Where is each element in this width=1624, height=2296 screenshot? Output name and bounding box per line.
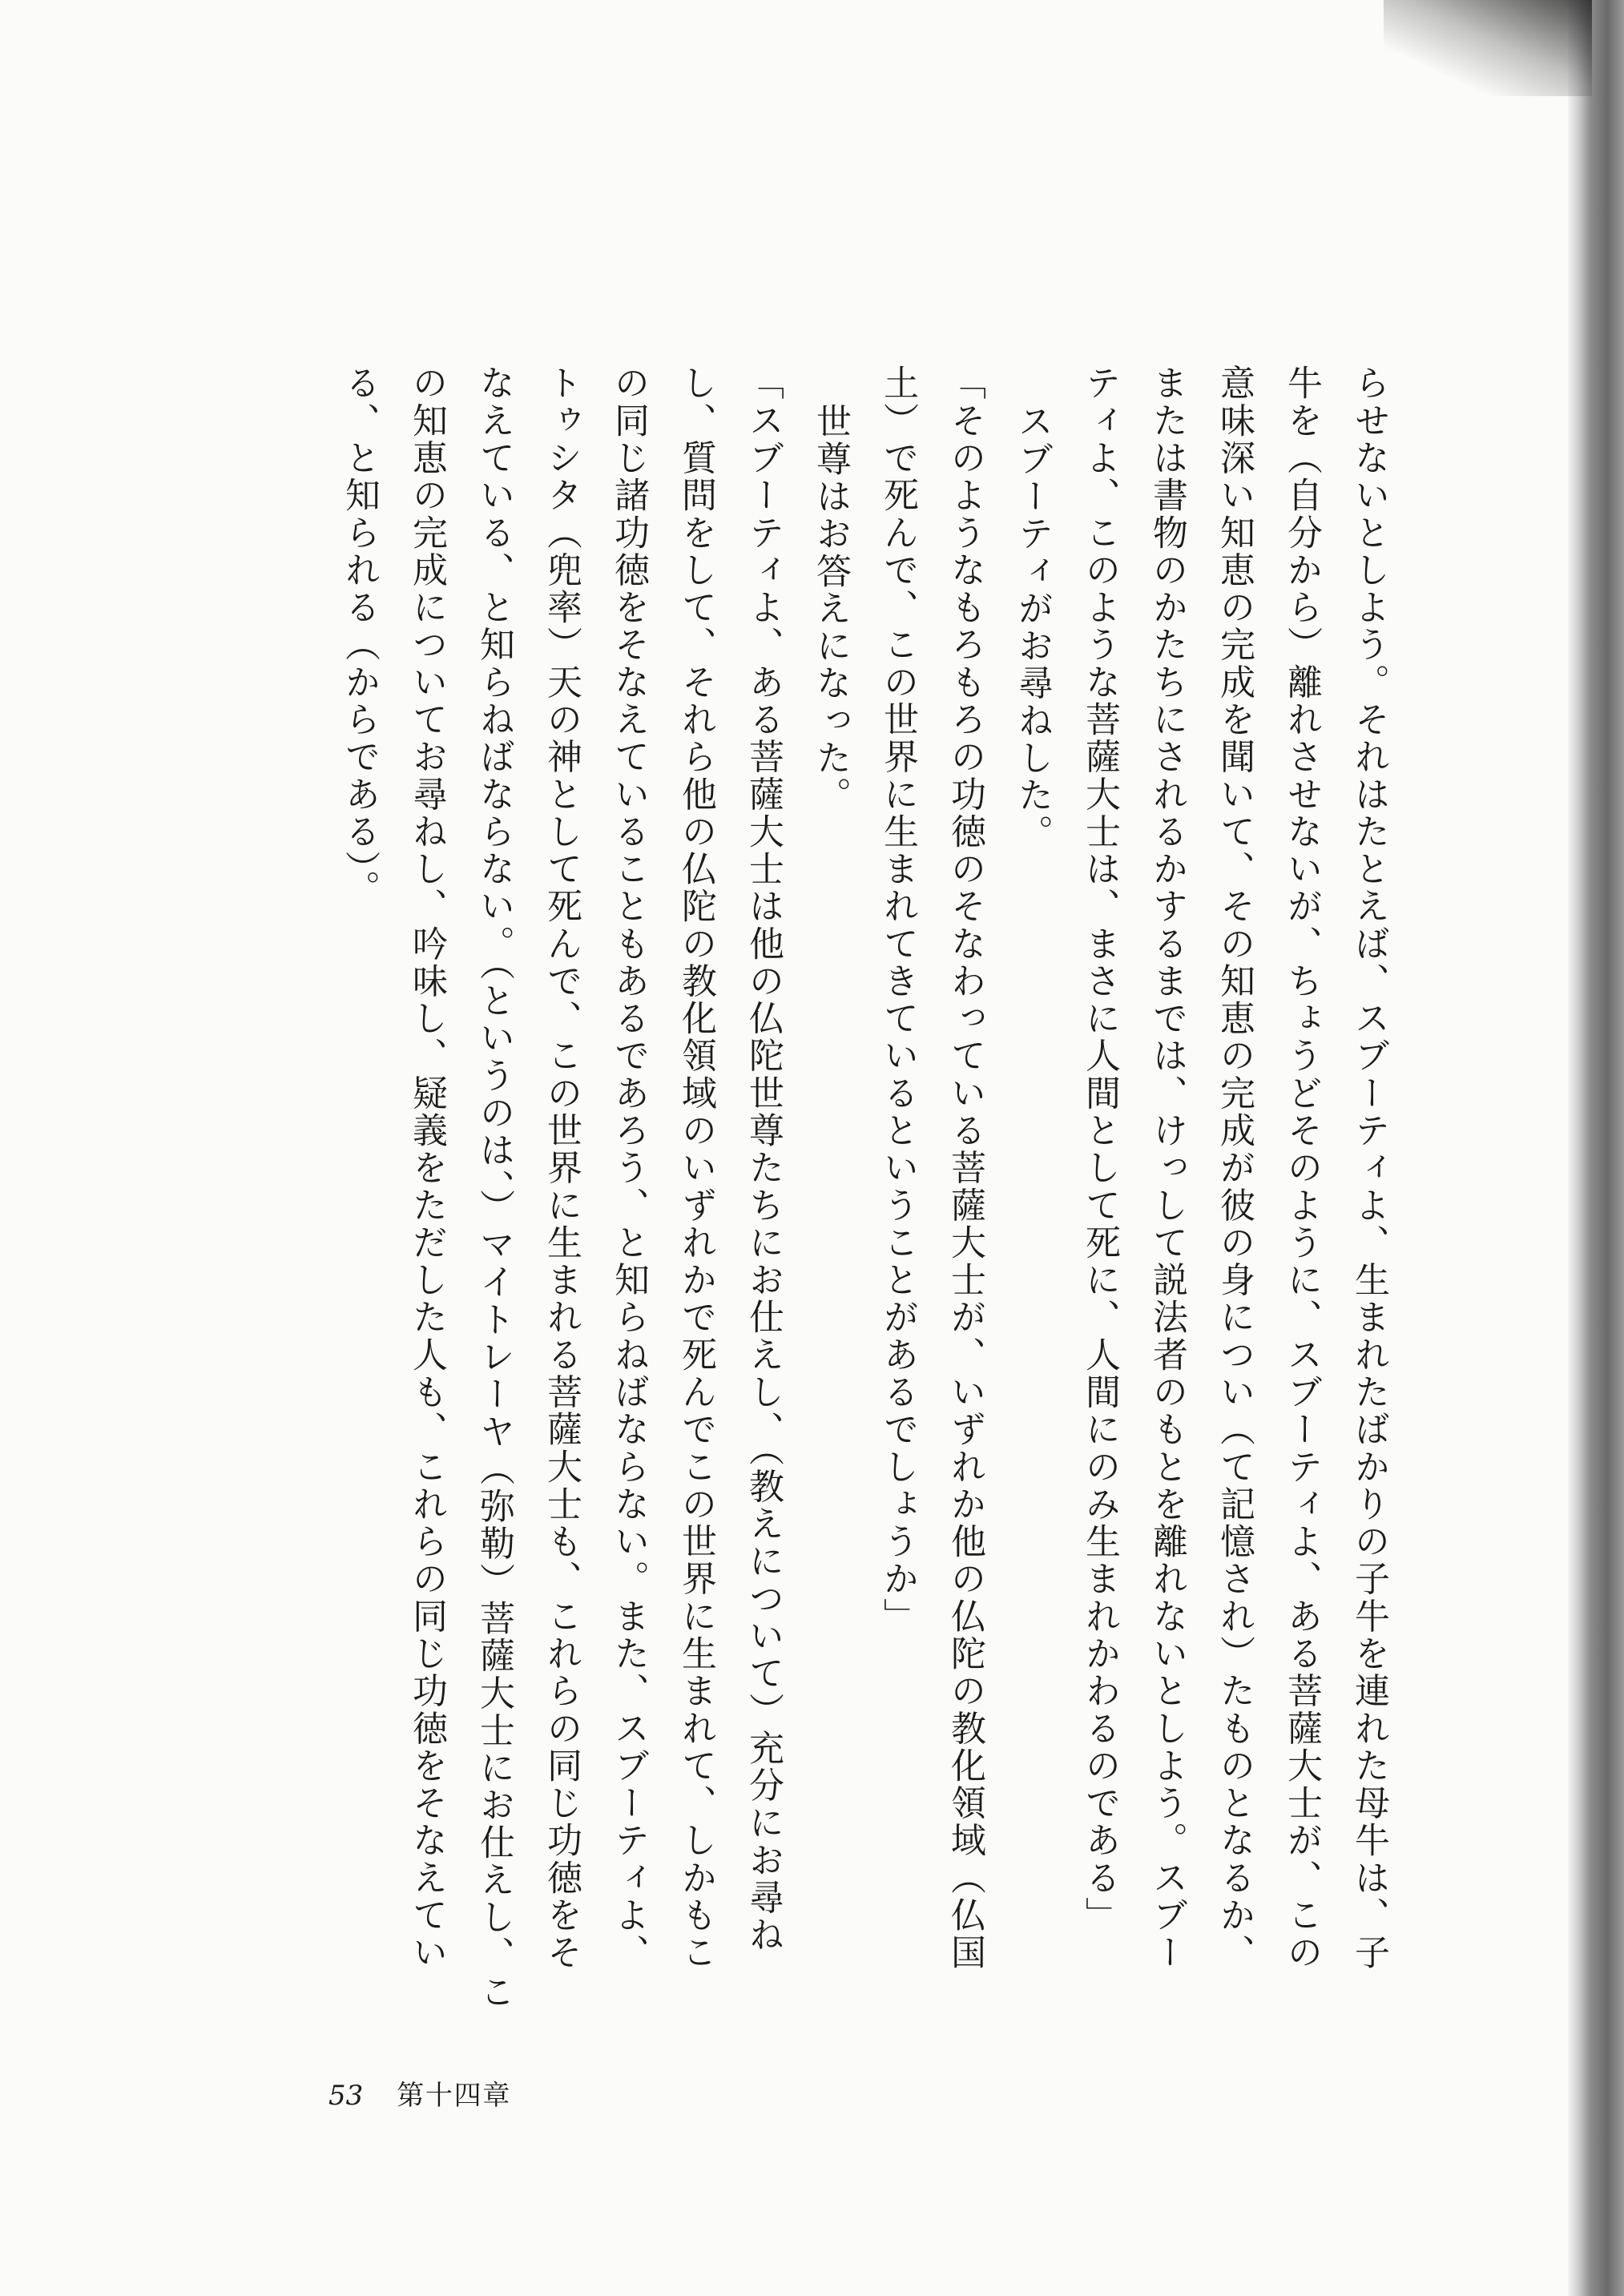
text-line: の同じ諸功徳をそなえていることもあるであろう、と知らねばならない。また、スブーティよ、: [608, 365, 649, 1972]
text-line: または書物のかたちにされるかするまでは、けっして説法者のもとを離れないとしよう。スブー: [1146, 365, 1187, 1972]
text-line: る、と知られる（からである）。: [339, 365, 380, 908]
chapter-title: 第十四章: [397, 2080, 512, 2112]
book-binding-edge: [1568, 0, 1624, 2296]
text-line: ティよ、このような菩薩大士は、まさに人間として死に、人間にのみ生まれかわるのである」: [1079, 365, 1120, 1934]
text-line: トゥシタ（兜率）天の神として死んで、この世界に生まれる菩薩大士も、これらの同じ功徳をそ: [541, 365, 582, 1972]
text-line: 「スブーティよ、ある菩薩大士は他の仏陀世尊たちにお仕えし、（教えについて）充分にお尋ね: [743, 365, 784, 1954]
text-line: らせないとしよう。それはたとえば、スブーティよ、生まれたばかりの子牛を連れた母牛は、子: [1348, 365, 1389, 1972]
text-line: 世尊はお答えになった。: [810, 403, 851, 815]
page-number: 53: [328, 2080, 364, 2112]
scan-shadow: [1384, 0, 1592, 96]
text-line: し、質問をして、それら他の仏陀の教化領域のいずれかで死んでこの世界に生まれて、しかもこ: [675, 365, 716, 1972]
text-line: 土）で死んで、この世界に生まれてきているということがあるでしょうか」: [877, 365, 918, 1635]
page-footer: [328, 2073, 511, 2113]
text-line: なえている、と知らねばならない。（というのは、）マイトレーヤ（弥勒）菩薩大士にお仕えし、こ: [473, 365, 514, 2011]
text-line: 「そのようなもろもろの功徳のそなわっている菩薩大士が、いずれか他の仏陀の教化領域（仏国: [945, 365, 985, 1972]
vertical-body-text: [288, 365, 1402, 2011]
text-line: スブーティがお尋ねした。: [1012, 403, 1053, 852]
text-line: 牛を（自分から）離れさせないが、ちょうどそのように、スブーティよ、ある菩薩大士が、この: [1281, 365, 1322, 1972]
text-line: 意味深い知恵の完成を聞いて、その知恵の完成が彼の身につい（て記憶され）たものとなるか、: [1214, 365, 1255, 1972]
text-line: の知恵の完成についてお尋ねし、吟味し、疑義をただした人も、これらの同じ功徳をそなえてい: [406, 365, 447, 1972]
